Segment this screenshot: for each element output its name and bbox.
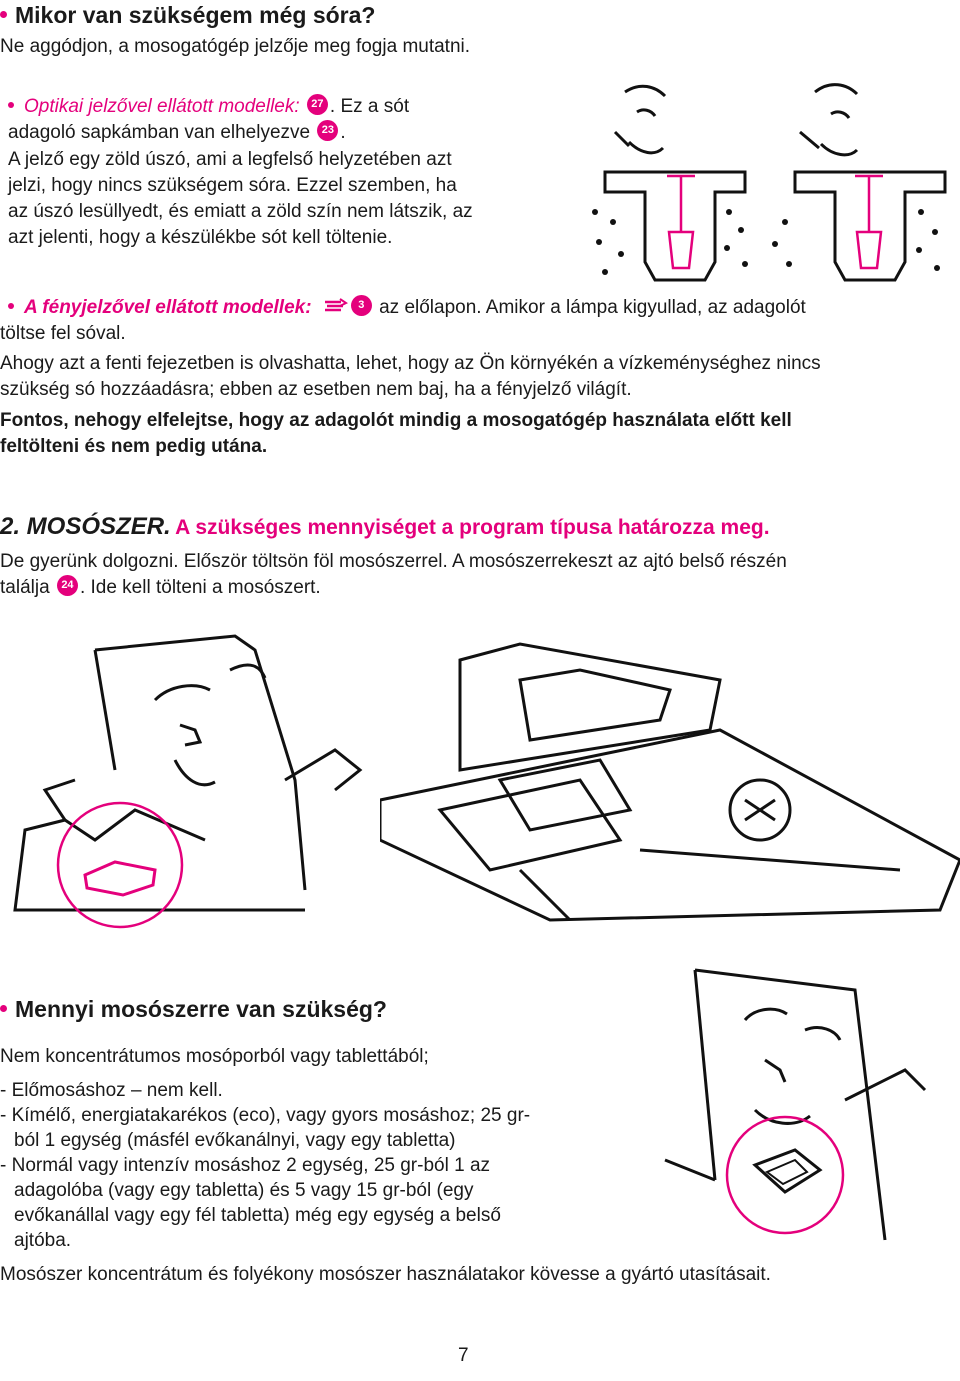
light-line-2: töltse fel sóval. [0,323,126,344]
salt-heading: Mikor van szükségem még sóra? [0,2,375,30]
reference-number-icon: 23 [317,120,338,141]
page-number: 7 [458,1345,469,1366]
bullet-icon [8,102,14,108]
detergent-character-illustration [5,630,370,930]
amount-item-2-cont: ból 1 egység (másfél evőkanálnyi, vagy egy tabletta) [14,1130,456,1151]
amount-character-illustration [655,960,955,1250]
optical-line-5: az úszó lesüllyedt, és emiatt a zöld szín nem látszik, az [8,201,473,222]
optical-line-1: Optikai jelzővel ellátott modellek: 27 . Ez a sót [8,96,409,119]
reference-number-icon: 24 [57,575,78,596]
amount-item-3-cont-3: ajtóba. [14,1230,72,1251]
detergent-line-1: De gyerünk dolgozni. Először töltsön föl mosószerrel. A mosószerrekeszt az ajtó belső részén [0,551,787,572]
paragraph-2-line-1: Fontos, nehogy elfelejtse, hogy az adagolót mindig a mosogatógép használata előtt kell [0,410,792,431]
bullet-icon [0,11,7,18]
reference-number-icon: 27 [307,94,328,115]
paragraph-1-line-2: szükség só hozzáadásra; ebben az esetben nem baj, ha a fényjelző világít. [0,379,632,400]
optical-line-4: jelzi, hogy nincs szükségem sóra. Ezzel szemben, ha [8,175,457,196]
salt-float-illustration [585,72,957,292]
amount-item-3-cont-2: evőkanállal vagy egy fél tabletta) még egy egység a belső [14,1205,501,1226]
light-line-1: A fényjelzővel ellátott modellek: 3 az előlapon. Amikor a lámpa kigyullad, az adagolót [8,297,806,320]
detergent-heading: 2. MOSÓSZER. A szükséges mennyiséget a program típusa határozza meg. [0,513,770,540]
amount-item-3: - Normál vagy intenzív mosáshoz 2 egység, 25 gr-ból 1 az [0,1155,491,1176]
amount-item-2: - Kímélő, energiatakarékos (eco), vagy gyors mosáshoz; 25 gr- [0,1105,531,1126]
bullet-icon [0,1005,7,1012]
amount-heading: Mennyi mosószerre van szükség? [0,996,387,1024]
amount-footer-line: Mosószer koncentrátum és folyékony mosószer használatakor kövesse a gyártó utasításait. [0,1264,771,1285]
bullet-icon [8,303,14,309]
paragraph-2-line-2: feltölteni és nem pedig utána. [0,436,268,457]
salt-intro: Ne aggódjon, a mosogatógép jelzője meg fogja mutatni. [0,36,471,57]
salt-lamp-icon [323,297,349,315]
reference-number-icon: 3 [351,295,372,316]
paragraph-1-line-1: Ahogy azt a fenti fejezetben is olvashatta, lehet, hogy az Ön környékén a vízkeménységhez nincs [0,353,821,374]
amount-item-3-cont-1: adagolóba (vagy egy tabletta) és 5 vagy 15 gr-ból (egy [14,1180,474,1201]
optical-line-2: adagoló sapkámban van elhelyezve 23 . [8,122,346,143]
detergent-line-2: találja 24 . Ide kell tölteni a mosószert. [0,577,321,598]
optical-line-6: azt jelenti, hogy a készülékbe sót kell töltenie. [8,227,393,248]
amount-item-1: - Előmosáshoz – nem kell. [0,1080,223,1101]
optical-line-3: A jelző egy zöld úszó, ami a legfelső helyzetében azt [8,149,452,170]
amount-intro: Nem koncentrátumos mosóporból vagy tablettából; [0,1046,429,1067]
detergent-dispenser-illustration [380,640,960,940]
